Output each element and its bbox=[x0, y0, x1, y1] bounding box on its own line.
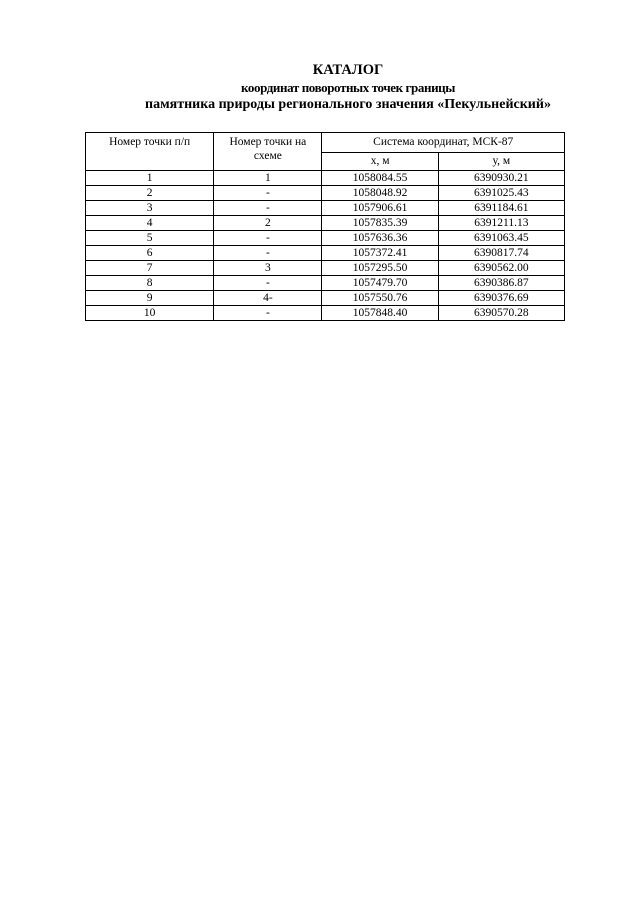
cell-point-number: 5 bbox=[86, 231, 214, 246]
header-y: у, м bbox=[438, 153, 564, 171]
cell-scheme-number: - bbox=[214, 186, 322, 201]
coordinates-table bbox=[85, 132, 565, 321]
cell-x: 1057550.76 bbox=[322, 291, 438, 306]
cell-x: 1057906.61 bbox=[322, 201, 438, 216]
cell-y: 6391184.61 bbox=[438, 201, 564, 216]
cell-point-number: 4 bbox=[86, 216, 214, 231]
table-row bbox=[86, 276, 565, 291]
cell-y: 6391063.45 bbox=[438, 231, 564, 246]
cell-scheme-number: 1 bbox=[214, 171, 322, 186]
header-x: x, м bbox=[322, 153, 438, 171]
cell-point-number: 7 bbox=[86, 261, 214, 276]
cell-x: 1057372.41 bbox=[322, 246, 438, 261]
cell-x: 1057835.39 bbox=[322, 216, 438, 231]
table-row bbox=[86, 261, 565, 276]
table-row bbox=[86, 291, 565, 306]
cell-y: 6391025.43 bbox=[438, 186, 564, 201]
cell-point-number: 10 bbox=[86, 306, 214, 321]
table-header-row bbox=[86, 133, 565, 153]
cell-y: 6390562.00 bbox=[438, 261, 564, 276]
cell-point-number: 1 bbox=[86, 171, 214, 186]
cell-scheme-number: - bbox=[214, 276, 322, 291]
cell-point-number: 8 bbox=[86, 276, 214, 291]
table-row bbox=[86, 171, 565, 186]
cell-x: 1057295.50 bbox=[322, 261, 438, 276]
cell-scheme-number: 2 bbox=[214, 216, 322, 231]
cell-scheme-number: - bbox=[214, 246, 322, 261]
cell-y: 6390930.21 bbox=[438, 171, 564, 186]
cell-x: 1057479.70 bbox=[322, 276, 438, 291]
table-row bbox=[86, 216, 565, 231]
cell-point-number: 9 bbox=[86, 291, 214, 306]
cell-x: 1058084.55 bbox=[322, 171, 438, 186]
cell-point-number: 6 bbox=[86, 246, 214, 261]
cell-y: 6391211.13 bbox=[438, 216, 564, 231]
cell-y: 6390817.74 bbox=[438, 246, 564, 261]
header-scheme-number: Номер точки на схеме bbox=[214, 133, 322, 171]
title-line-monument: памятника природы регионального значения «Пекульнейский» bbox=[145, 97, 551, 112]
cell-point-number: 2 bbox=[86, 186, 214, 201]
cell-y: 6390570.28 bbox=[438, 306, 564, 321]
cell-y: 6390376.69 bbox=[438, 291, 564, 306]
table-row bbox=[86, 186, 565, 201]
cell-x: 1057636.36 bbox=[322, 231, 438, 246]
header-coord-system: Система координат, МСК-87 bbox=[322, 133, 565, 153]
cell-y: 6390386.87 bbox=[438, 276, 564, 291]
cell-x: 1058048.92 bbox=[322, 186, 438, 201]
title-line-coordinates: координат поворотных точек границы bbox=[240, 80, 456, 95]
cell-scheme-number: - bbox=[214, 231, 322, 246]
document-title bbox=[0, 62, 640, 113]
table-row bbox=[86, 201, 565, 216]
cell-scheme-number: 3 bbox=[214, 261, 322, 276]
cell-scheme-number: - bbox=[214, 201, 322, 216]
cell-scheme-number: 4- bbox=[214, 291, 322, 306]
cell-scheme-number: - bbox=[214, 306, 322, 321]
header-point-number: Номер точки п/п bbox=[86, 133, 214, 171]
cell-point-number: 3 bbox=[86, 201, 214, 216]
table-row bbox=[86, 231, 565, 246]
cell-x: 1057848.40 bbox=[322, 306, 438, 321]
table-row bbox=[86, 306, 565, 321]
table-row bbox=[86, 246, 565, 261]
title-line-catalog: КАТАЛОГ bbox=[312, 62, 384, 78]
